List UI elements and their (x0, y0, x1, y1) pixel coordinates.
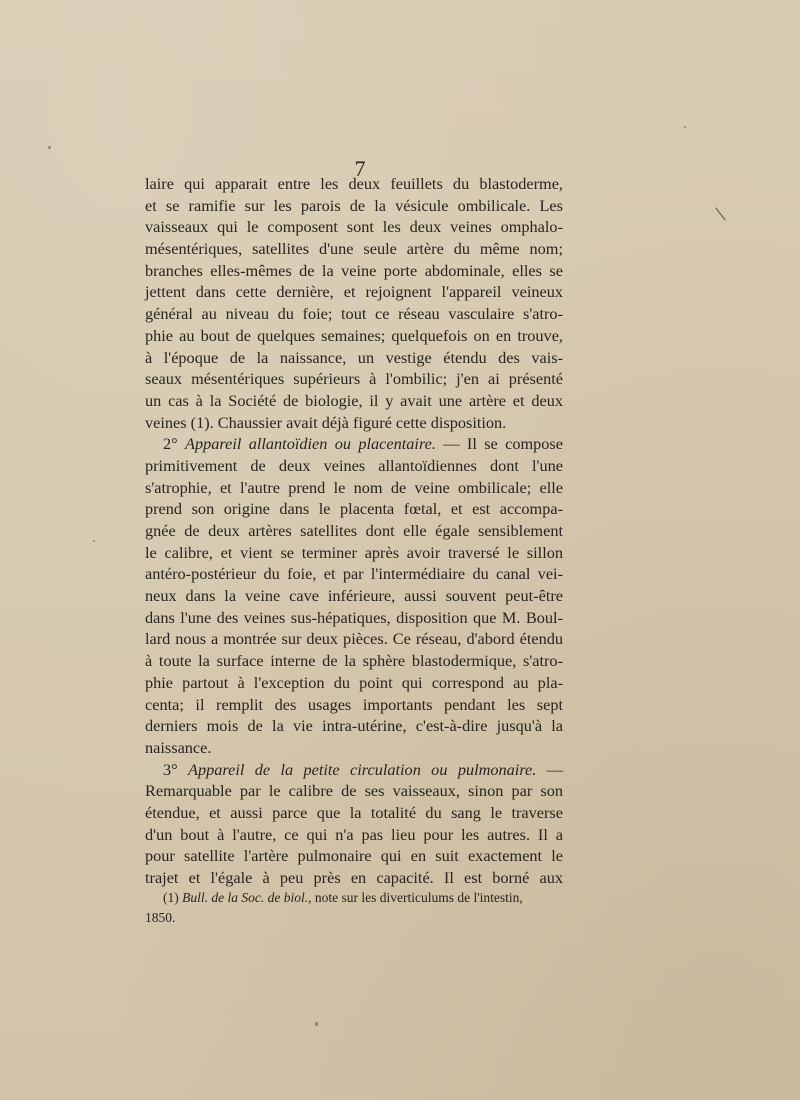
text-line: gnée de deux artères satellites dont elle égale sensiblement (145, 521, 563, 540)
footnote-source: Bull. de la Soc. de biol., (182, 890, 312, 905)
text-line: étendue, et aussi parce que la totalité du sang le traverse (145, 802, 563, 822)
text-line: jettent dans cette dernière, et rejoignent l'appareil veineux (145, 282, 563, 302)
text-line: pour satellite l'artère pulmonaire qui en suit exactement le (145, 846, 563, 866)
section-number: 2° (163, 434, 178, 454)
text-line: un cas à la Société de biologie, il y avait une artère et deux (145, 390, 563, 410)
body-text (145, 173, 563, 889)
footnote-marker: (1) (163, 890, 179, 905)
footnote-text: note sur les diverticulums de l'intestin, (314, 890, 523, 905)
text-line: primitivement de deux veines allantoïdiennes dont l'une (145, 455, 563, 475)
section-heading-2 (145, 433, 563, 455)
text-line: laire qui apparait entre les deux feuillets du blastoderme, (145, 174, 563, 193)
paper-speck (684, 126, 686, 128)
section-title: Appareil allantoïdien ou placentaire. (185, 434, 436, 454)
text-line: mésentériques, satellites d'une seule artère du même nom; (145, 239, 563, 259)
text-line: antéro-postérieur du foie, et par l'intermédiaire du canal vei- (145, 564, 563, 584)
footnote-line (145, 888, 563, 908)
paper-speck (315, 1022, 318, 1026)
footnote-year: 1850. (145, 910, 176, 925)
text-line: Remarquable par le calibre de ses vaisseaux, sinon par son (145, 781, 563, 801)
text-line: branches elles-mêmes de la veine porte abdominale, elles se (145, 260, 563, 280)
text-line: s'atrophie, et l'autre prend le nom de veine ombilicale; elle (145, 477, 563, 497)
text-line: seaux mésentériques supérieurs à l'ombilic; j'en ai présenté (145, 369, 563, 389)
footnote (145, 888, 563, 928)
text-line: à l'époque de la naissance, un vestige étendu des vais- (145, 347, 563, 367)
text-line: dans l'une des veines sus-hépatiques, disposition que M. Boul- (145, 607, 563, 627)
text-line: phie au bout de quelques semaines; quelquefois on en trouve, (145, 325, 563, 345)
text-line: et se ramifie sur les parois de la vésicule ombilicale. Les (145, 195, 563, 215)
section-heading-3 (145, 759, 563, 781)
paper-speck (48, 146, 51, 149)
text-line: phie partout à l'exception du point qui correspond au pla- (145, 672, 563, 692)
text-line: centa; il remplit des usages importants pendant les sept (145, 694, 563, 714)
section-number: 3° (163, 759, 178, 779)
pencil-mark (715, 207, 726, 220)
section-lead: — Il se compose (443, 434, 563, 454)
text-line: général au niveau du foie; tout ce réseau vasculaire s'atro- (145, 304, 563, 324)
text-line: lard nous a montrée sur deux pièces. Ce réseau, d'abord étendu (145, 629, 563, 649)
paper-speck (93, 540, 95, 542)
text-line: le calibre, et vient se terminer après avoir traversé le sillon (145, 542, 563, 562)
text-line: d'un bout à l'autre, ce qui n'a pas lieu pour les autres. Il a (145, 824, 563, 844)
text-line: neux dans la veine cave inférieure, aussi souvent peut-être (145, 586, 563, 606)
section-title: Appareil de la petite circulation ou pulmonaire. (188, 759, 537, 779)
text-line: à toute la surface interne de la sphère blastodermique, s'atro- (145, 651, 563, 671)
text-line: derniers mois de la vie intra-utérine, c'est-à-dire jusqu'à la (145, 716, 563, 736)
text-line: prend son origine dans le placenta fœtal, et est accompa- (145, 499, 563, 519)
text-line: vaisseaux qui le composent sont les deux veines omphalo- (145, 217, 563, 237)
text-line: trajet et l'égale à peu près en capacité. Il est borné aux (145, 868, 563, 887)
page-number: 7 (354, 156, 366, 181)
section-lead: — (546, 759, 563, 779)
text-line: naissance. (145, 737, 212, 757)
text-line: veines (1). Chaussier avait déjà figuré cette disposition. (145, 412, 507, 432)
